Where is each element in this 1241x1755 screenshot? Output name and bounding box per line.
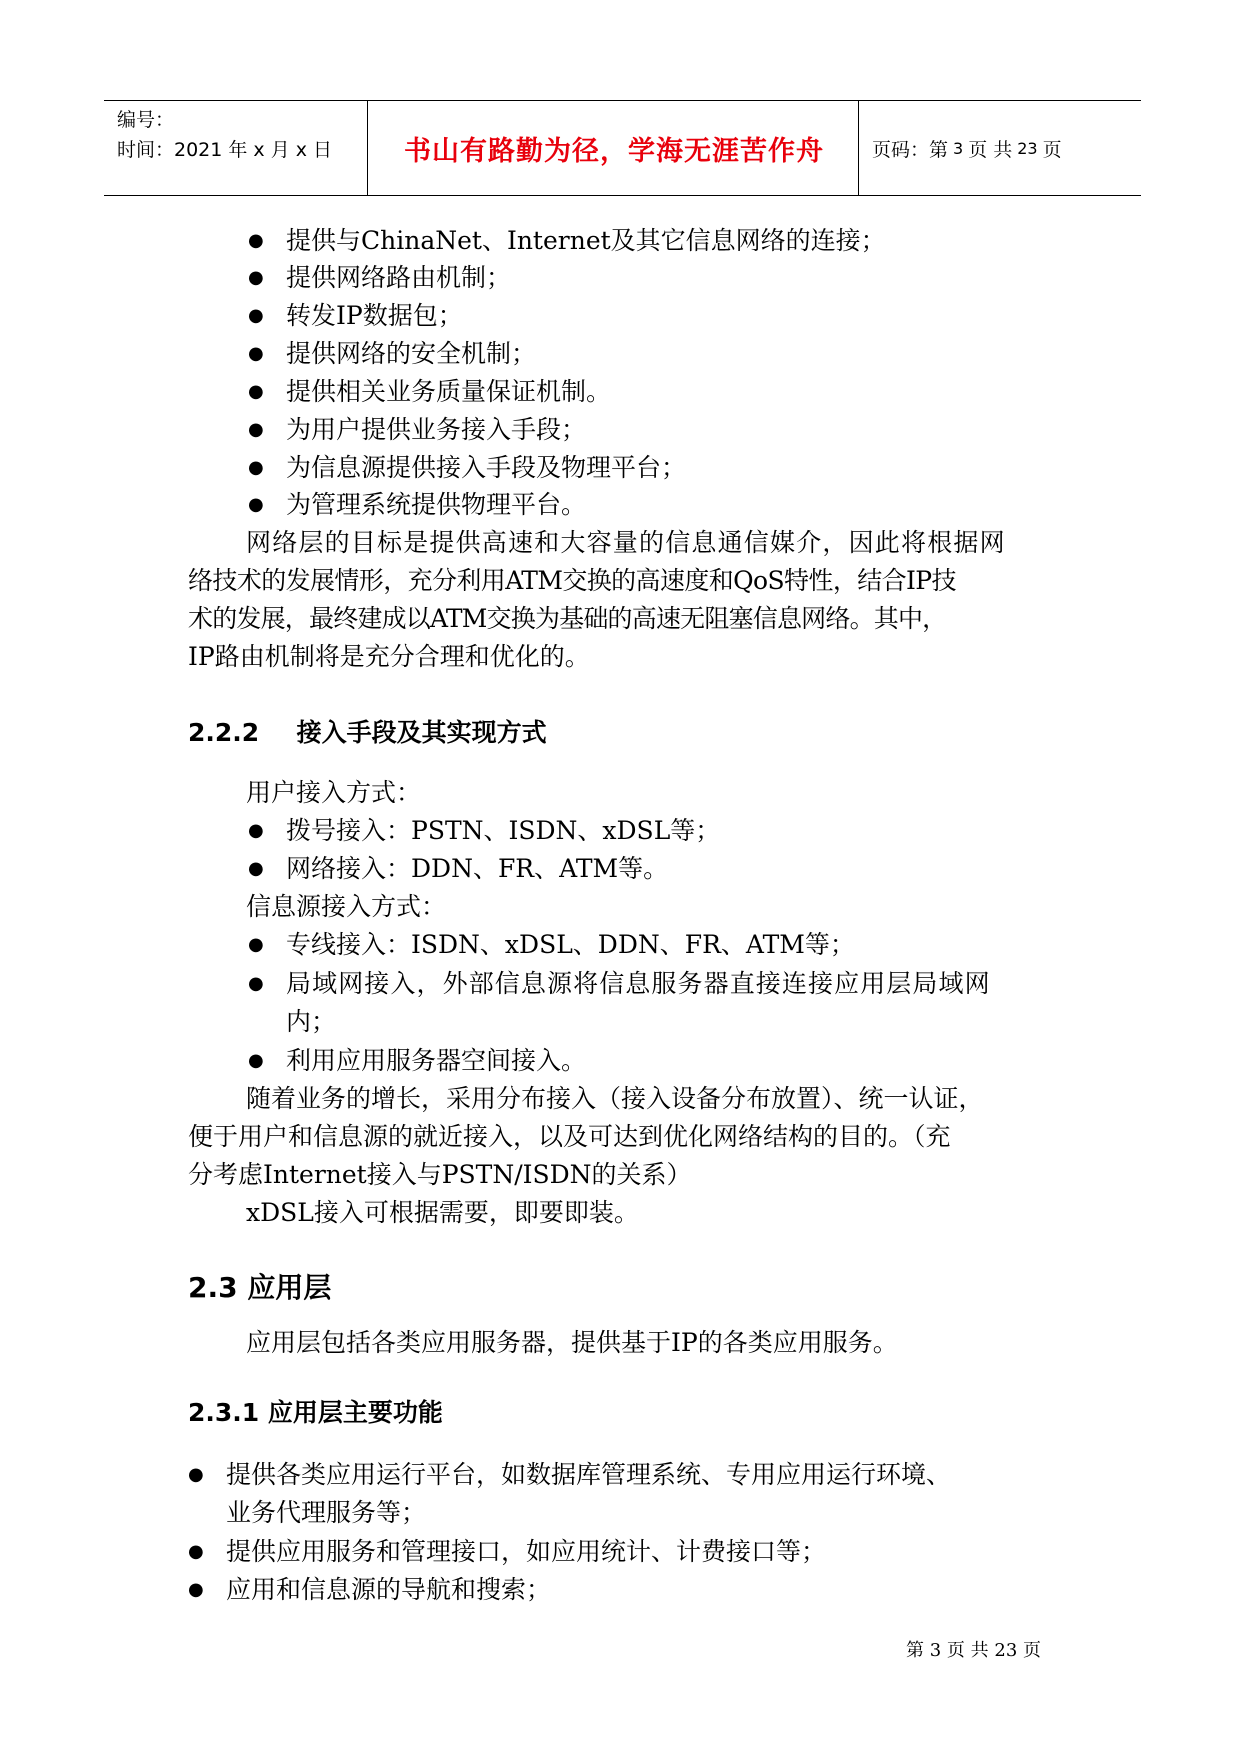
list-item: 利用应用服务器空间接入。 <box>286 1046 587 1075</box>
bullet-icon: ● <box>248 343 264 364</box>
list-item: 为信息源提供接入手段及物理平台； <box>286 453 687 482</box>
bullet-icon: ● <box>188 1541 204 1562</box>
page-mid: 页 共 <box>968 138 1013 161</box>
footer-page: 3 <box>929 1640 942 1661</box>
bullet-icon: ● <box>248 1050 264 1071</box>
list-item-continuation: 内； <box>286 1007 337 1036</box>
paragraph-line: 络技术的发展情形，充分利用ATM交换的高速度和QoS特性，结合IP技 <box>188 566 956 595</box>
header-left-cell <box>117 105 367 165</box>
paragraph-line: 随着业务的增长，采用分布接入（接入设备分布放置）、统一认证， <box>246 1084 984 1113</box>
page-suffix: 页 <box>1042 138 1062 161</box>
page-footer <box>906 1636 1041 1662</box>
list-item: 拨号接入：PSTN、ISDN、xDSL等； <box>286 816 721 845</box>
paragraph-line: 便于用户和信息源的就近接入，以及可达到优化网络结构的目的。（充 <box>188 1122 951 1151</box>
section-heading-2-3-1: 2.3.1 应用层主要功能 <box>188 1398 443 1427</box>
list-item: 为用户提供业务接入手段； <box>286 415 587 444</box>
footer-prefix: 第 <box>906 1640 924 1661</box>
paragraph-line: 分考虑Internet接入与PSTN/ISDN的关系） <box>188 1160 692 1189</box>
paragraph-line: IP路由机制将是充分合理和优化的。 <box>188 642 590 671</box>
page-total: 23 <box>1017 138 1038 158</box>
list-item-continuation: 业务代理服务等； <box>226 1498 427 1527</box>
list-item: 应用和信息源的导航和搜索； <box>226 1575 552 1604</box>
list-item: 提供应用服务和管理接口，如应用统计、计费接口等； <box>226 1537 827 1566</box>
footer-total: 23 <box>994 1640 1018 1661</box>
time-label: 时间：2021 年 x 月 x 日 <box>117 139 333 161</box>
header-page-indicator <box>872 101 1132 195</box>
list-item: 提供网络的安全机制； <box>286 339 537 368</box>
paragraph-line: 应用层包括各类应用服务器，提供基于IP的各类应用服务。 <box>246 1328 898 1357</box>
section-heading-2-3: 2.3 应用层 <box>188 1271 332 1304</box>
bullet-icon: ● <box>248 419 264 440</box>
heading-title: 接入手段及其实现方式 <box>296 718 547 747</box>
heading-number: 2.2.2 <box>188 718 260 747</box>
bullet-icon: ● <box>248 494 264 515</box>
section-heading-2-2-2 <box>188 715 547 751</box>
bullet-icon: ● <box>248 457 264 478</box>
list-item: 提供相关业务质量保证机制。 <box>286 377 612 406</box>
list-item: 提供网络路由机制； <box>286 263 512 292</box>
bullet-icon: ● <box>248 820 264 841</box>
page-prefix: 页码：第 <box>872 138 949 161</box>
number-label: 编号： <box>117 109 175 131</box>
user-access-label: 用户接入方式： <box>246 778 422 807</box>
bullet-icon: ● <box>188 1579 204 1600</box>
list-item: 局域网接入，外部信息源将信息服务器直接连接应用层局域网 <box>286 969 991 998</box>
list-item: 提供与ChinaNet、Internet及其它信息网络的连接； <box>286 226 886 255</box>
page-number: 3 <box>953 138 964 158</box>
bullet-icon: ● <box>248 381 264 402</box>
list-item: 网络接入：DDN、FR、ATM等。 <box>286 854 669 883</box>
list-item: 提供各类应用运行平台，如数据库管理系统、专用应用运行环境、 <box>226 1460 952 1489</box>
header-table <box>104 100 1141 196</box>
bullet-icon: ● <box>188 1464 204 1485</box>
footer-mid: 页 共 <box>946 1640 989 1661</box>
header-divider-right <box>858 101 859 195</box>
list-item: 为管理系统提供物理平台。 <box>286 490 587 519</box>
header-motto: 书山有路勤为径，学海无涯苦作舟 <box>404 135 824 167</box>
bullet-icon: ● <box>248 858 264 879</box>
header-divider-left <box>367 101 368 195</box>
bullet-icon: ● <box>248 305 264 326</box>
bullet-icon: ● <box>248 230 264 251</box>
paragraph-line: 网络层的目标是提供高速和大容量的信息通信媒介，因此将根据网 <box>246 528 1006 557</box>
list-item: 转发IP数据包； <box>286 301 463 330</box>
footer-suffix: 页 <box>1023 1640 1042 1661</box>
list-item: 专线接入：ISDN、xDSL、DDN、FR、ATM等； <box>286 930 855 959</box>
bullet-icon: ● <box>248 267 264 288</box>
bullet-icon: ● <box>248 973 264 994</box>
source-access-label: 信息源接入方式： <box>246 892 447 921</box>
paragraph-line: 术的发展，最终建成以ATM交换为基础的高速无阻塞信息网络。其中， <box>188 604 947 633</box>
paragraph-line: xDSL接入可根据需要，即要即装。 <box>246 1198 639 1227</box>
bullet-icon: ● <box>248 934 264 955</box>
